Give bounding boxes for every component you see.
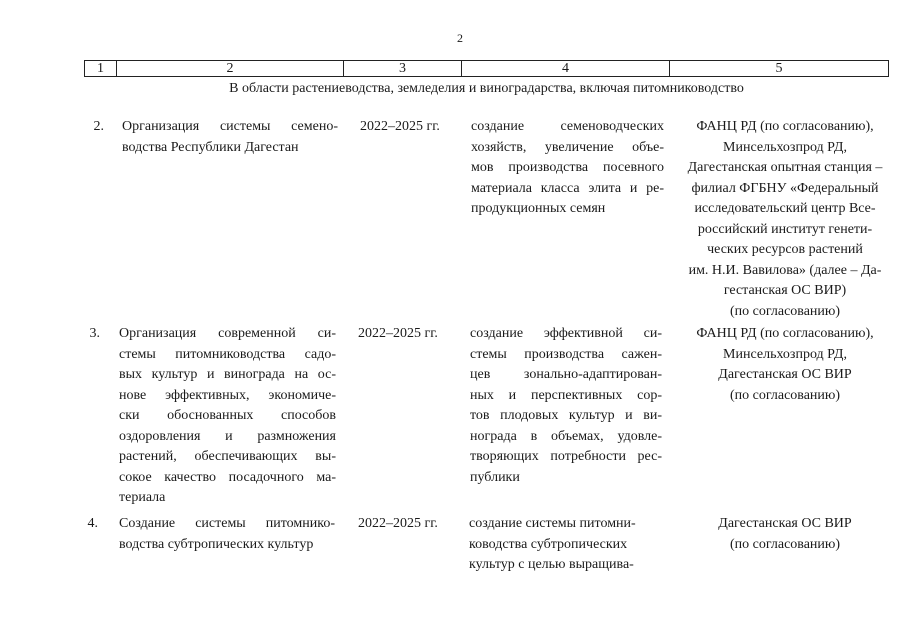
header-cell-4: 4 <box>462 61 670 76</box>
expected-result <box>470 324 662 488</box>
measure-name-line: териала <box>119 490 166 505</box>
result-line: материала класса элита и ре- <box>471 180 664 196</box>
measure-name-line: водства субтропических культур <box>119 536 314 552</box>
executor-line: исследовательский центр Все- <box>694 201 876 216</box>
header-cell-5: 5 <box>775 61 783 76</box>
executor-line: (по согласованию) <box>729 536 841 552</box>
result-line: создание системы питомни- <box>469 516 636 531</box>
result-line: хозяйств, увеличение объе- <box>471 139 664 155</box>
column-number-header <box>84 60 889 77</box>
executor-line: им. Н.И. Вавилова» (далее – Да- <box>688 262 882 278</box>
measure-name-line: Создание системы питомнико- <box>119 516 335 531</box>
executor-line: ФАНЦ РД (по согласованию), <box>696 119 874 134</box>
measure-name-line: вых культур и винограда на ос- <box>119 367 336 382</box>
executor-line: (по согласованию) <box>729 387 841 403</box>
executor-line: ФАНЦ РД (по согласованию), <box>696 326 874 341</box>
result-line: ных и перспективных сор- <box>470 387 662 403</box>
executor-line: Дагестанская опытная станция – <box>687 160 883 175</box>
executors <box>676 117 894 322</box>
measure-name-line: водства Республики Дагестан <box>122 139 299 155</box>
row-number: 4. <box>87 516 98 531</box>
result-line: продукционных семян <box>471 201 606 216</box>
result-line: публики <box>470 469 520 485</box>
executors <box>676 514 894 555</box>
section-title: В области растениеводства, земледелия и виноградарства, включая питомниководство <box>229 81 744 96</box>
result-line: создание эффективной си- <box>470 326 662 341</box>
header-cell-3: 3 <box>344 61 462 76</box>
expected-result <box>471 117 664 220</box>
row-number: 2. <box>93 119 104 134</box>
executor-line: (по согласованию) <box>729 303 841 319</box>
result-line: культур с целью выращива- <box>469 557 634 572</box>
header-cell-2: 2 <box>117 61 344 76</box>
executor-line: Минсельхозпрод РД, <box>723 346 847 362</box>
result-line: цев зонально-адаптирован- <box>470 367 662 382</box>
measure-name <box>122 117 338 158</box>
measure-name-line: нове эффективных, экономиче- <box>119 387 336 403</box>
page-number: 2 <box>457 31 463 45</box>
result-line: нограда в объемах, удовле- <box>470 428 662 444</box>
executor-line: российский институт генети- <box>697 221 873 237</box>
executors <box>676 324 894 406</box>
implementation-term: 2022–2025 гг. <box>360 119 440 134</box>
result-line: стемы производства сажен- <box>470 346 662 362</box>
result-line: создание семеноводческих <box>471 119 664 134</box>
measure-name-line: Организация системы семено- <box>122 119 338 134</box>
measure-name-line: стемы питомниководства садо- <box>119 346 336 362</box>
result-line: тов плодовых культур и ви- <box>470 408 662 423</box>
implementation-term: 2022–2025 гг. <box>358 326 438 341</box>
executor-line: гестанская ОС ВИР) <box>723 283 847 298</box>
measure-name-line: ски обоснованных способов <box>119 408 336 423</box>
executor-line: филиал ФГБНУ «Федеральный <box>691 180 879 196</box>
measure-name <box>119 324 336 509</box>
result-line: ководства субтропических <box>469 536 628 552</box>
expected-result <box>469 514 654 576</box>
implementation-term: 2022–2025 гг. <box>358 516 438 531</box>
measure-name-line: сокое качество посадочного ма- <box>119 469 336 485</box>
measure-name-line: оздоровления и размножения <box>119 428 336 444</box>
executor-line: ческих ресурсов растений <box>707 242 863 257</box>
measure-name <box>119 514 335 555</box>
result-line: мов производства посевного <box>471 160 664 175</box>
header-cell-1: 1 <box>85 61 117 76</box>
executor-line: Минсельхозпрод РД, <box>723 139 847 155</box>
measure-name-line: Организация современной си- <box>119 326 336 341</box>
row-number: 3. <box>89 326 100 341</box>
measure-name-line: растений, обеспечивающих вы- <box>119 449 336 464</box>
result-line: творяющих потребности рес- <box>470 449 662 464</box>
executor-line: Дагестанская ОС ВИР <box>718 367 852 382</box>
executor-line: Дагестанская ОС ВИР <box>718 516 852 531</box>
